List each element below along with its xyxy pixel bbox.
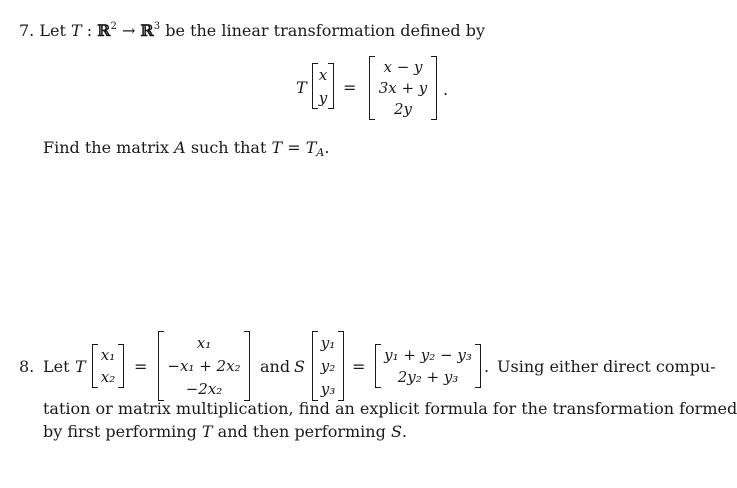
p8-period: . xyxy=(484,357,490,376)
p8-s-input-y3: y₃ xyxy=(320,380,336,399)
domain-exponent: 2 xyxy=(110,21,117,32)
question-text-b: such that xyxy=(190,138,267,157)
problem-7-intro: Let xyxy=(39,21,66,40)
question-text-a: Find the matrix xyxy=(43,138,170,157)
eq7-input-y: y xyxy=(318,88,328,107)
p8-continuation-1: tation or matrix multiplication, find an explicit formula for the transformation formed xyxy=(43,399,737,418)
problem-8-number: 8. xyxy=(19,357,35,376)
p8-cont2-end: . xyxy=(401,422,407,441)
p8-t-output-row-1: x₁ xyxy=(196,333,212,352)
t-equals-ta: T = T xyxy=(271,138,317,157)
p8-s-input-vector xyxy=(312,331,344,401)
map-colon: : xyxy=(86,21,93,40)
eq7-output-row-1: x − y xyxy=(383,57,423,76)
p8-s-output-row-2: 2y₂ + y₃ xyxy=(397,368,459,386)
p8-cont2-t: T xyxy=(201,422,213,441)
p8-t-output-row-2: −x₁ + 2x₂ xyxy=(167,356,241,375)
eq7-input-x: x xyxy=(318,65,328,84)
p8-t-input-x1: x₁ xyxy=(100,346,116,364)
domain-space: ℝ xyxy=(97,21,111,40)
p8-continuation-2 xyxy=(43,422,407,442)
eq7-period: . xyxy=(443,80,449,99)
p8-s-output-vector xyxy=(375,344,481,388)
p8-first-line-tail: Using either direct compu- xyxy=(497,357,716,376)
codomain-exponent: 3 xyxy=(153,21,161,32)
p8-t-input-x2: x₂ xyxy=(100,368,116,386)
p8-cont2-a: by first performing xyxy=(43,422,197,441)
problem-7-intro-rest: be the linear transformation defined by xyxy=(165,21,486,40)
p8-s-output-row-1: y₁ + y₂ − y₃ xyxy=(384,346,472,364)
p8-s-input-y1: y₁ xyxy=(320,333,336,352)
eq7-input-vector xyxy=(312,63,334,109)
problem-7-number: 7. xyxy=(19,21,35,40)
codomain-space: ℝ xyxy=(140,21,154,40)
eq7-equals: = xyxy=(343,78,357,97)
eq7-output-row-3: 2y xyxy=(393,100,413,119)
p8-t-equals: = xyxy=(134,357,148,376)
p8-and-word: and xyxy=(260,357,291,376)
question-end: . xyxy=(324,138,330,157)
p8-s-equals: = xyxy=(352,357,366,376)
problem-8-intro: Let xyxy=(43,357,70,376)
matrix-a: A xyxy=(174,138,186,157)
transformation-t: T xyxy=(70,21,82,40)
problem-7-statement xyxy=(19,17,485,41)
eq7-t-symbol: T xyxy=(296,78,307,97)
map-arrow: → xyxy=(122,21,136,40)
problem-7-question xyxy=(43,138,329,163)
p8-t-symbol: T xyxy=(75,357,86,376)
ta-subscript: A xyxy=(316,146,325,159)
eq7-output-vector xyxy=(369,56,437,120)
p8-t-output-row-3: −2x₂ xyxy=(185,380,223,399)
eq7-output-row-2: 3x + y xyxy=(378,78,428,97)
p8-s-symbol: S xyxy=(294,357,305,376)
p8-cont2-b: and then performing xyxy=(217,422,386,441)
p8-t-input-vector xyxy=(92,344,124,388)
p8-cont2-s: S xyxy=(390,422,402,441)
p8-s-input-y2: y₂ xyxy=(320,356,336,375)
p8-t-output-vector xyxy=(158,331,250,401)
